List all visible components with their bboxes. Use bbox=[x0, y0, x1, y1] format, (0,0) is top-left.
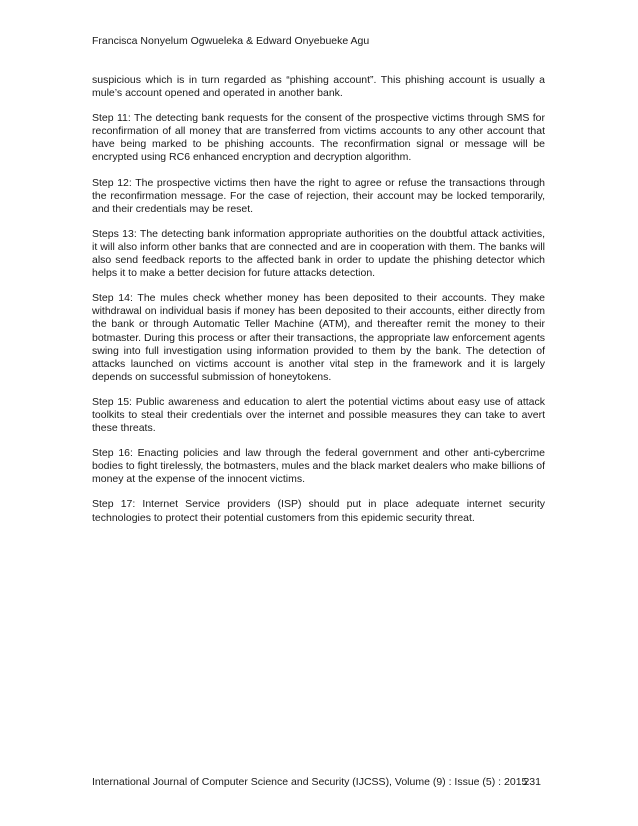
paragraph-step-16: Step 16: Enacting policies and law through the federal government and other anti-cybercrime bodies to fight tirelessly, the botmasters, mules and the black market dealers who make billions of money at the expense of the innocent victims. bbox=[92, 447, 545, 486]
page-number: 231 bbox=[523, 776, 541, 788]
paragraph-step-14: Step 14: The mules check whether money has been deposited to their accounts. They make withdrawal on individual basis if money has been deposited to their accounts, either directly from the bank or through Automatic Teller Machine (ATM), and thereafter remit the money to their botmaster. During this process or after their transactions, the appropriate law enforcement agents swing into full investigation using information provided to them by the bank. The detection of attacks launched on victims account is another vital step in the framework and it is largely depends on successful submission of honeytokens. bbox=[92, 292, 545, 383]
paragraph-step-17: Step 17: Internet Service providers (ISP) should put in place adequate internet security technologies to protect their potential customers from this epidemic security threat. bbox=[92, 498, 545, 524]
paragraph-step-12: Step 12: The prospective victims then have the right to agree or refuse the transactions through the reconfirmation message. For the case of rejection, their account may be locked temporarily, and their credentials may be reset. bbox=[92, 176, 545, 215]
paragraph-continuation: suspicious which is in turn regarded as “phishing account”. This phishing account is usually a mule’s account opened and operated in another bank. bbox=[92, 74, 545, 100]
paragraph-step-13: Steps 13: The detecting bank information appropriate authorities on the doubtful attack activities, it will also inform other banks that are connected and are in cooperation with them. The banks will also send feedback reports to the affected bank in order to update the phishing detector which helps it to make a better decision for future attacks detection. bbox=[92, 227, 545, 280]
footer-journal-citation: International Journal of Computer Science and Security (IJCSS), Volume (9) : Issue (5) : 2015 bbox=[92, 776, 528, 788]
paragraph-step-15: Step 15: Public awareness and education to alert the potential victims about easy use of attack toolkits to steal their credentials over the internet and possible measures they can take to avert these threats. bbox=[92, 395, 545, 435]
running-header-authors: Francisca Nonyelum Ogwueleka & Edward Onyebueke Agu bbox=[92, 35, 370, 47]
body-text bbox=[92, 74, 545, 537]
paragraph-step-11: Step 11: The detecting bank requests for the consent of the prospective victims through SMS for reconfirmation of all money that are transferred from victims accounts to any other account that have being marked to be phishing accounts. The reconfirmation signal or message will be encrypted using RC6 enhanced encryption and decryption algorithm. bbox=[92, 112, 545, 164]
